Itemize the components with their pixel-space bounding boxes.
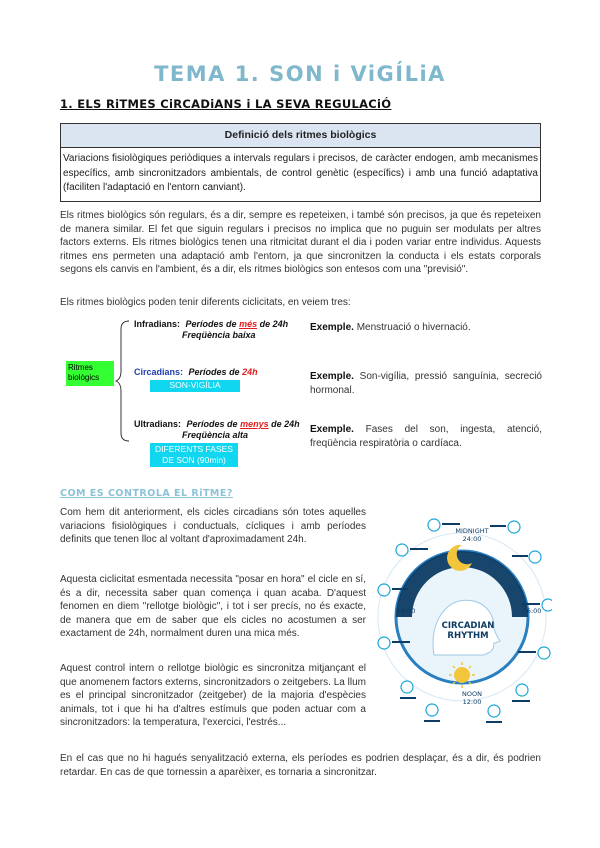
infradian-frequency: Freqüència baixa	[182, 330, 256, 340]
bed-icon	[508, 521, 520, 533]
diagram-noon: NOON	[462, 690, 482, 698]
ultradian-row	[134, 419, 300, 429]
diagram-center-line1: CIRCADIAN	[441, 621, 495, 631]
clock-icon	[428, 519, 440, 531]
ultradian-box: DIFERENTS FASES DE SON (90min)	[150, 443, 238, 467]
brace-icon	[115, 319, 135, 443]
paragraph-control-4: En el cas que no hi hagués senyalització externa, els períodes es podrien desplaçar, és a dir, és podrien retardar. En cas de que tornessin a aparèixer, es tornaria a sincronitzar.	[60, 753, 541, 778]
infradian-example: Exemple. Menstruació o hivernació.	[310, 322, 471, 333]
circadian-rhythm-diagram	[372, 505, 552, 730]
paragraph-rhythms-types: Els ritmes biològics poden tenir diferents ciclicitats, en veiem tres:	[60, 297, 351, 308]
ultradian-example: Exemple. Fases del son, ingesta, atenció, freqüència respiratòria o cardíaca.	[310, 424, 542, 449]
heart-rate-icon	[542, 599, 552, 611]
paragraph-rhythms-intro: Els ritmes biològics són regulars, és a dir, sempre es repeteixen, i també són precisos, ja que és repeteixen de manera similar. El fet que siguin regulars i precisos no implica que no puguin ser modulats per altres factors externs. Els ritmes biològics tenen una ritmicitat durant el dia i poden variar entre individus. Aquests ritmes ens permeten una adaptació amb l'entorn, ja que sincronitzen la conducta i els estats corporals segons els canvis en l'ambient, és a dir, els ritmes biològics son entesos com una "previsió".	[60, 210, 541, 275]
circadian-example: Exemple. Son-vigília, pressió sanguínia, secreció hormonal.	[310, 371, 542, 396]
run-icon	[426, 704, 438, 716]
lamp-icon	[378, 637, 390, 649]
thermometer-icon	[396, 544, 408, 556]
diagram-midnight: MIDNIGHT	[455, 527, 489, 535]
diagram-right-time: 06:00	[522, 607, 542, 615]
circadian-label: Circadians:	[134, 367, 184, 377]
heart-icon	[378, 584, 390, 596]
circadian-row	[134, 367, 258, 377]
infradian-period: Períodes de més de 24h	[185, 319, 289, 329]
section-heading-control: COM ES CONTROLA EL RiTME?	[60, 488, 233, 499]
definition-table	[60, 123, 541, 202]
coffee-icon	[488, 705, 500, 717]
diagram-center-line2: RHYTHM	[447, 631, 489, 641]
sun-icon	[516, 684, 528, 696]
food-icon	[401, 681, 413, 693]
diagram-left-time: 18:00	[396, 607, 416, 615]
person-icon	[529, 551, 541, 563]
paragraph-control-1: Com hem dit anteriorment, els cicles circadians són totes aquelles variacions fisiològiques i conductuals, cícliques i amb períodes definits que tenen lloc al voltant d'aproximadament 24h.	[60, 507, 366, 545]
ultradian-label: Ultradians:	[134, 419, 182, 429]
ultradian-frequency: Freqüència alta	[182, 430, 249, 440]
circadian-period: Períodes de 24h	[188, 367, 258, 377]
paragraph-control-2: Aquesta ciclicitat esmentada necessita "posar en hora" el cicle en sí, és a dir, necessita saber quan comença i quan acaba. D'aquest fenomen en diem "rellotge biològic", i tot i ser precís, no és exacte, de manera que em de saber que els cicles no acostumen a ser exactament de 24h, normalment duren una mica més.	[60, 574, 366, 639]
definition-table-body: Variacions fisiològiques periòdiques a intervals regulars i precisos, de caràcter endogen, amb mecanismes específics, amb sincronitzadors ambientals, de control genètic (específics) i amb una funció adaptativa (faciliten l'adaptació en l'entorn canviant).	[63, 153, 538, 193]
infradian-label: Infradians:	[134, 319, 181, 329]
definition-table-header: Definició dels ritmes biològics	[61, 124, 541, 148]
circadian-box: SON-VIGÍLIA	[150, 380, 240, 392]
page-title: TEMA 1. SON i ViGÍLiA	[154, 62, 446, 86]
diagram-midnight-time: 24:00	[462, 535, 482, 543]
section-heading: 1. ELS RiTMES CiRCADiANS i LA SEVA REGULACiÓ	[60, 97, 392, 111]
diagram-noon-time: 12:00	[462, 698, 482, 706]
ultradian-period: Períodes de menys de 24h	[186, 419, 300, 429]
infradian-row	[134, 319, 288, 329]
brain-icon	[538, 647, 550, 659]
rhythms-root-box: Ritmes biològics	[66, 361, 114, 386]
paragraph-control-3: Aquest control intern o rellotge biològic es sincronitza mitjançant el que anomenem factors externs, sincronitzadors o zeitgebers. La llum es el principal sincronitzador (zeitgeber) de la majoria d'espècies animals, tot i que hi ha d'altres estímuls que poden actuar com a sincronitzadors: la temperatura, l'exercici, l'estrés...	[60, 663, 366, 728]
